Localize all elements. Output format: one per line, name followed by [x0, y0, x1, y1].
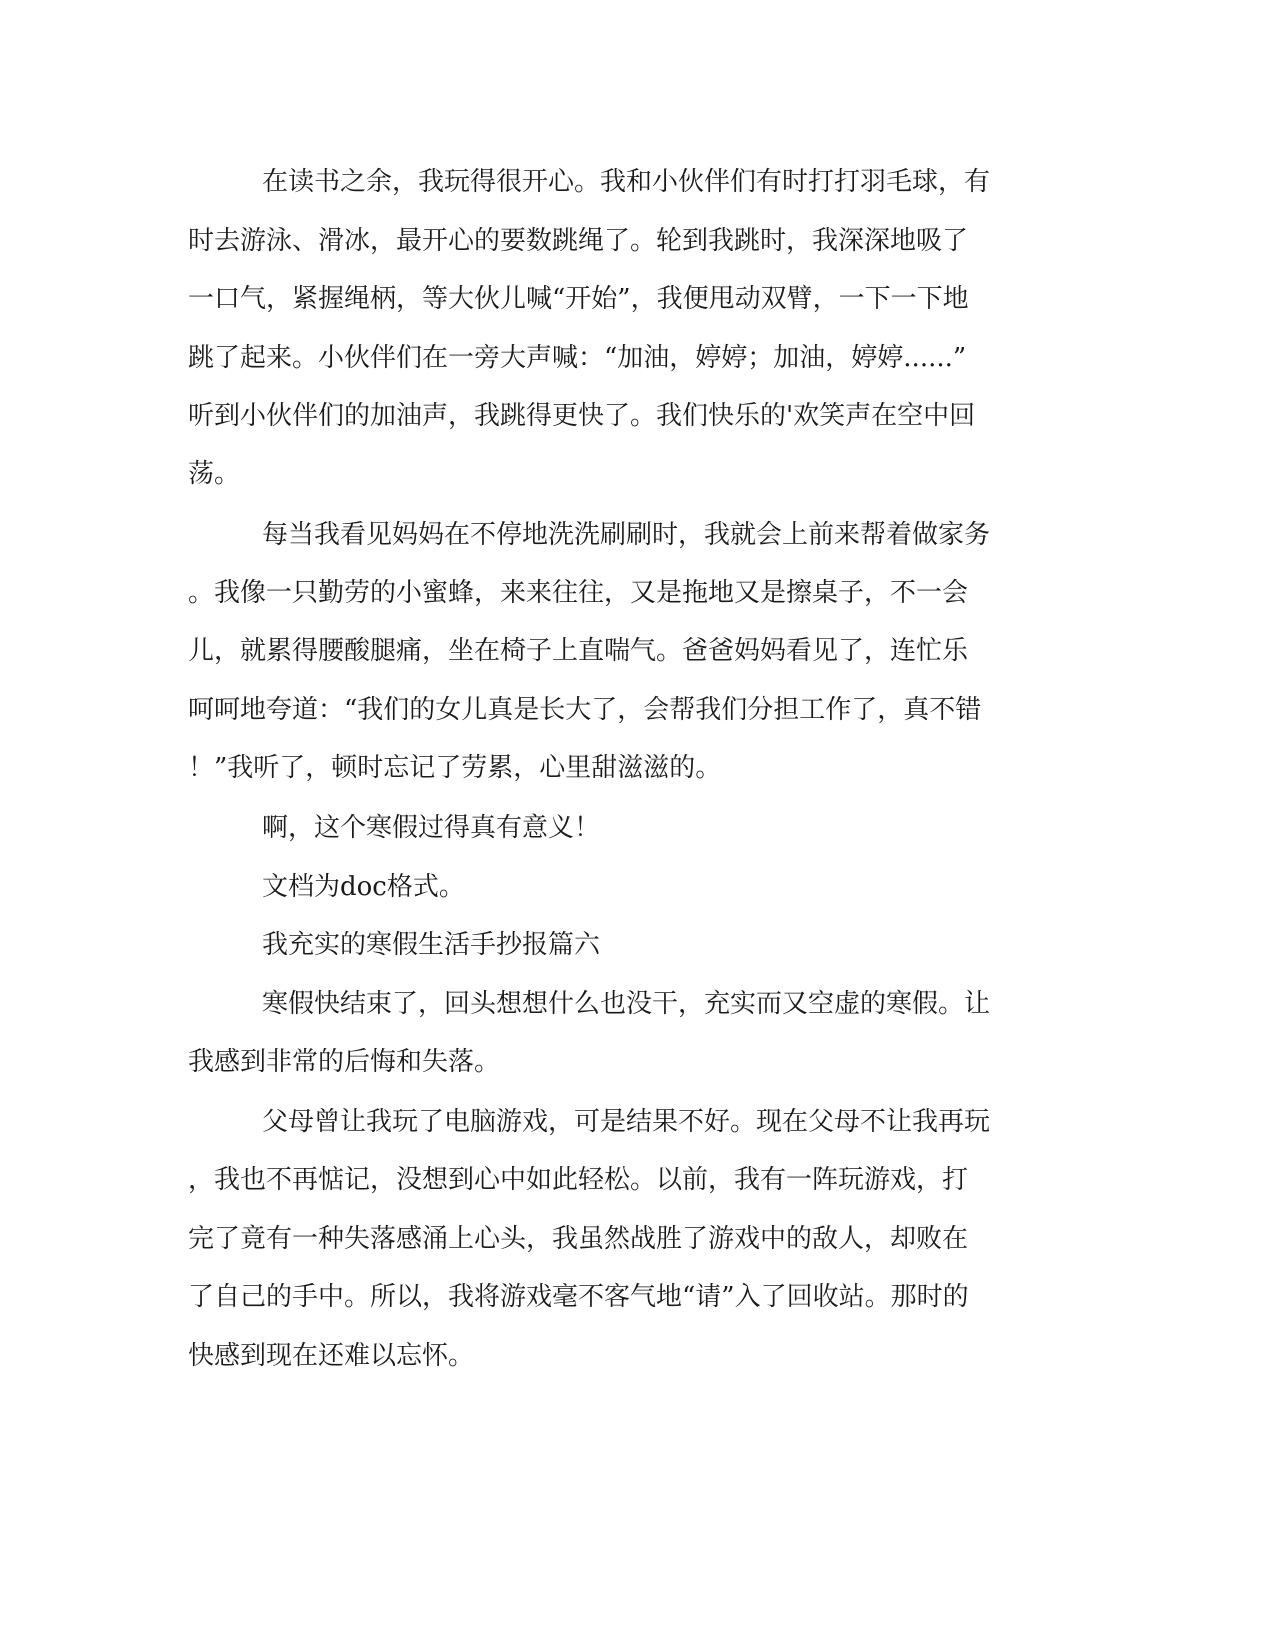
text-line: 了自己的手中。所以，我将游戏毫不客气地“请”入了回收站。那时的 — [188, 1282, 969, 1312]
text-line: 寒假快结束了，回头想想什么也没干，充实而又空虚的寒假。让 — [262, 989, 991, 1019]
text-line: 听到小伙伴们的加油声，我跳得更快了。我们快乐的'欢笑声在空中回 — [188, 401, 976, 431]
section-title: 我充实的寒假生活手抄报篇六 — [262, 930, 601, 960]
text-line: ，我也不再惦记，没想到心中如此轻松。以前，我有一阵玩游戏，打 — [188, 1165, 969, 1195]
text-line: 啊，这个寒假过得真有意义！ — [262, 813, 601, 843]
text-line: 时去游泳、滑冰，最开心的要数跳绳了。轮到我跳时，我深深地吸了 — [188, 226, 969, 256]
text-line: 。我像一只勤劳的小蜜蜂，来来往往，又是拖地又是擦桌子，不一会 — [188, 578, 969, 608]
text-line: 父母曾让我玩了电脑游戏，可是结果不好。现在父母不让我再玩 — [262, 1107, 991, 1137]
text-line: ！”我听了，顿时忘记了劳累，心里甜滋滋的。 — [188, 753, 722, 783]
text-line: 荡。 — [188, 459, 241, 489]
text-line: 完了竟有一种失落感涌上心头，我虽然战胜了游戏中的敌人，却败在 — [188, 1224, 969, 1254]
text-line: 跳了起来。小伙伴们在一旁大声喊：“加油，婷婷；加油，婷婷......” — [188, 343, 967, 373]
text-line: 呵呵地夸道：“我们的女儿真是长大了，会帮我们分担工作了，真不错 — [188, 695, 982, 725]
text-line: 文档为doc格式。 — [262, 872, 465, 902]
text-line: 儿，就累得腰酸腿痛，坐在椅子上直喘气。爸爸妈妈看见了，连忙乐 — [188, 636, 969, 666]
text-line: 在读书之余，我玩得很开心。我和小伙伴们有时打打羽毛球，有 — [262, 167, 991, 197]
text-line: 每当我看见妈妈在不停地洗洗刷刷时，我就会上前来帮着做家务 — [262, 520, 991, 550]
text-line: 我感到非常的后悔和失落。 — [188, 1047, 501, 1077]
text-line: 一口气，紧握绳柄，等大伙儿喊“开始”，我便甩动双臂，一下一下地 — [188, 284, 969, 314]
text-line: 快感到现在还难以忘怀。 — [188, 1341, 475, 1371]
